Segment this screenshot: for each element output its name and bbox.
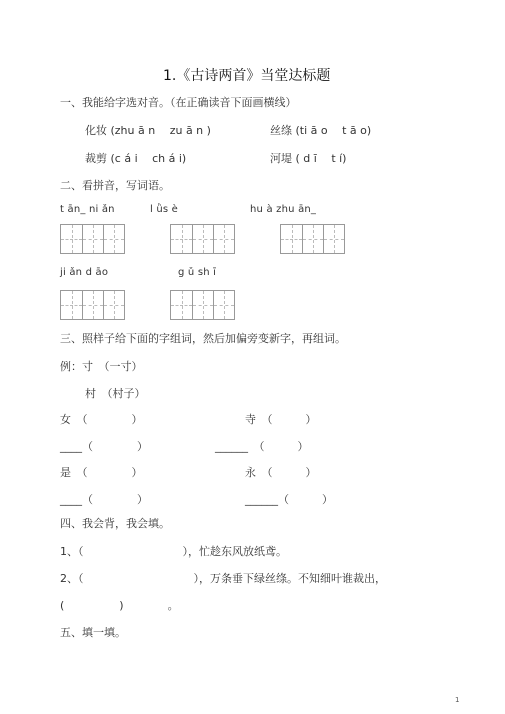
pinyin-label: l ǜs è [150, 204, 179, 215]
section1-item: 裁剪 (c á i ch á i) [85, 152, 187, 165]
example-line: 村 （村子） [85, 387, 146, 400]
pinyin-label: hu à zhu ān_ [250, 204, 317, 215]
writing-grid[interactable] [60, 224, 125, 254]
writing-grid[interactable] [280, 224, 345, 254]
exercise-item[interactable]: ____（ ） [60, 440, 148, 453]
exercise-item[interactable]: ____（ ） [60, 493, 148, 506]
section1-item: 河堤 ( d ī t í) [270, 152, 347, 165]
recite-line[interactable]: 2、（ ），万条垂下绿丝绦。不知细叶谁裁出， [60, 572, 386, 585]
writing-grid[interactable] [60, 290, 125, 320]
pinyin-label: g ǔ sh ī [178, 267, 217, 278]
section1-item: 丝绦 (ti ā o t ā o) [270, 124, 372, 137]
page-number: 1 [455, 696, 460, 704]
section4-heading: 四、我会背，我会填。 [60, 517, 170, 530]
section2-heading: 二、看拼音，写词语。 [60, 179, 170, 192]
exercise-item[interactable]: 寺 （ ） [245, 413, 317, 426]
section5-heading: 五、填一填。 [60, 626, 126, 639]
writing-grid[interactable] [170, 290, 235, 320]
page-title: 1.《古诗两首》当堂达标题 [163, 68, 331, 84]
section3-heading: 三、照样子给下面的字组词，然后加偏旁变新字，再组词。 [60, 332, 346, 345]
pinyin-label: t ān_ ni ǎn [60, 204, 115, 215]
section1-item: 化妆 (zhu ā n zu ā n ) [85, 124, 211, 137]
exercise-item[interactable]: 女 （ ） [60, 413, 143, 426]
recite-line[interactable]: 1、（ ），忙趁东风放纸鸢。 [60, 545, 287, 558]
exercise-item[interactable]: ______ （ ） [215, 440, 309, 453]
recite-line[interactable]: ( ) 。 [60, 599, 179, 612]
pinyin-label: ji ǎn d āo [60, 267, 109, 278]
example-line: 例：寸 （一寸） [60, 360, 143, 373]
section1-heading: 一、我能给字选对音。（在正确读音下面画横线） [60, 96, 297, 109]
exercise-item[interactable]: 是 （ ） [60, 466, 143, 479]
writing-grid[interactable] [170, 224, 235, 254]
exercise-item[interactable]: 永 （ ） [245, 466, 317, 479]
exercise-item[interactable]: ______（ ） [245, 493, 333, 506]
